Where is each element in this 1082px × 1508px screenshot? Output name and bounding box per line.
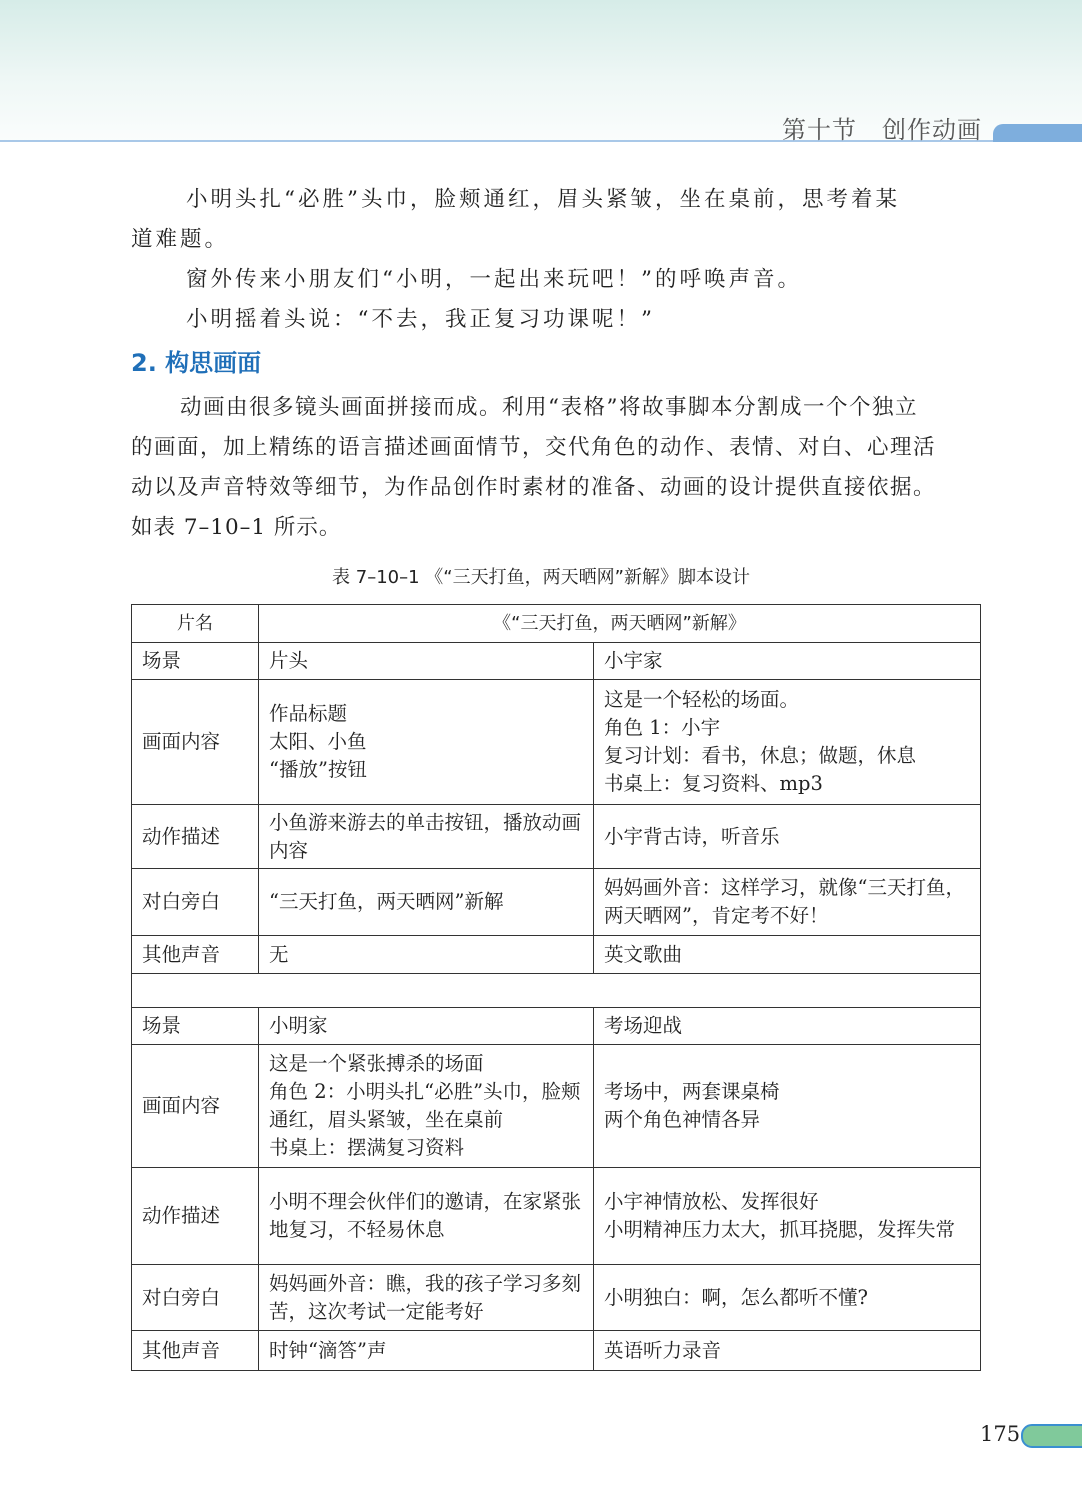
table-row — [132, 1045, 981, 1168]
paragraph: 小明头扎“必胜”头巾，脸颊通红，眉头紧皱，坐在桌前，思考着某 — [186, 187, 900, 212]
table-row — [132, 1331, 981, 1371]
content-cell: “三天打鱼，两天晒网”新解 — [259, 869, 594, 936]
body-line: 动画由很多镜头画面拼接而成。利用“表格”将故事脚本分割成一个个独立 — [180, 395, 918, 420]
row-label-cell: 动作描述 — [132, 805, 259, 869]
header-tab-decoration — [993, 124, 1082, 142]
row-label-cell: 场景 — [132, 1008, 259, 1045]
table-row — [132, 643, 981, 680]
content-cell: 小明独白：啊，怎么都听不懂? — [594, 1265, 981, 1331]
content-cell: 无 — [259, 936, 594, 974]
content-cell: 这是一个轻松的场面。 角色 1：小宇 复习计划：看书，休息；做题，休息 书桌上：复习资料、mp3 — [594, 680, 981, 805]
content-cell: 英语听力录音 — [594, 1331, 981, 1371]
section-title: 第十节 创作动画 — [782, 116, 982, 144]
paragraph: 小明摇着头说：“不去，我正复习功课呢！” — [186, 307, 655, 332]
content-cell: 妈妈画外音：瞧，我的孩子学习多刻苦，这次考试一定能考好 — [259, 1265, 594, 1331]
table-row — [132, 605, 981, 643]
content-cell: 小鱼游来游去的单击按钮，播放动画内容 — [259, 805, 594, 869]
header-cell: 《“三天打鱼，两天晒网”新解》 — [259, 605, 981, 643]
empty-cell — [132, 974, 981, 1008]
row-label-cell: 画面内容 — [132, 680, 259, 805]
content-cell: 妈妈画外音：这样学习，就像“三天打鱼，两天晒网”，肯定考不好！ — [594, 869, 981, 936]
paragraph: 窗外传来小朋友们“小明，一起出来玩吧！”的呼唤声音。 — [186, 267, 802, 292]
table-row — [132, 1168, 981, 1265]
content-cell: 这是一个紧张搏杀的场面 角色 2：小明头扎“必胜”头巾，脸颊通红，眉头紧皱，坐在桌前 书桌上：摆满复习资料 — [259, 1045, 594, 1168]
table-row — [132, 1265, 981, 1331]
page-number: 175 — [980, 1422, 1021, 1446]
content-cell: 英文歌曲 — [594, 936, 981, 974]
table-caption: 表 7–10–1 《“三天打鱼，两天晒网”新解》脚本设计 — [332, 567, 750, 588]
row-label-cell: 对白旁白 — [132, 869, 259, 936]
table-row — [132, 1008, 981, 1045]
content-cell: 小宇神情放松、发挥很好 小明精神压力太大，抓耳挠腮，发挥失常 — [594, 1168, 981, 1265]
row-label-cell: 动作描述 — [132, 1168, 259, 1265]
row-label-cell: 对白旁白 — [132, 1265, 259, 1331]
content-cell: 考场中，两套课桌椅 两个角色神情各异 — [594, 1045, 981, 1168]
body-line: 的画面，加上精练的语言描述画面情节，交代角色的动作、表情、对白、心理活 — [131, 435, 937, 460]
row-label-cell: 其他声音 — [132, 1331, 259, 1371]
content-cell: 作品标题 太阳、小鱼 “播放”按钮 — [259, 680, 594, 805]
content-cell: 小宇背古诗，听音乐 — [594, 805, 981, 869]
content-cell: 小明家 — [259, 1008, 594, 1045]
row-label-cell: 画面内容 — [132, 1045, 259, 1168]
spacer-row — [132, 974, 981, 1008]
content-cell: 小明不理会伙伴们的邀请，在家紧张地复习，不轻易休息 — [259, 1168, 594, 1265]
content-cell: 片头 — [259, 643, 594, 680]
table-row — [132, 869, 981, 936]
script-table — [131, 604, 981, 1371]
row-label-cell: 其他声音 — [132, 936, 259, 974]
paragraph: 道难题。 — [131, 227, 230, 252]
page-tab-decoration — [1021, 1424, 1082, 1448]
row-label-cell: 场景 — [132, 643, 259, 680]
header-cell: 片名 — [132, 605, 259, 643]
content-cell: 时钟“滴答”声 — [259, 1331, 594, 1371]
content-cell: 考场迎战 — [594, 1008, 981, 1045]
section-heading: 2. 构思画面 — [131, 349, 262, 377]
body-line: 如表 7–10–1 所示。 — [131, 515, 342, 540]
table-row — [132, 680, 981, 805]
table-row — [132, 805, 981, 869]
table-row — [132, 936, 981, 974]
body-line: 动以及声音特效等细节，为作品创作时素材的准备、动画的设计提供直接依据。 — [131, 475, 937, 500]
content-cell: 小宇家 — [594, 643, 981, 680]
